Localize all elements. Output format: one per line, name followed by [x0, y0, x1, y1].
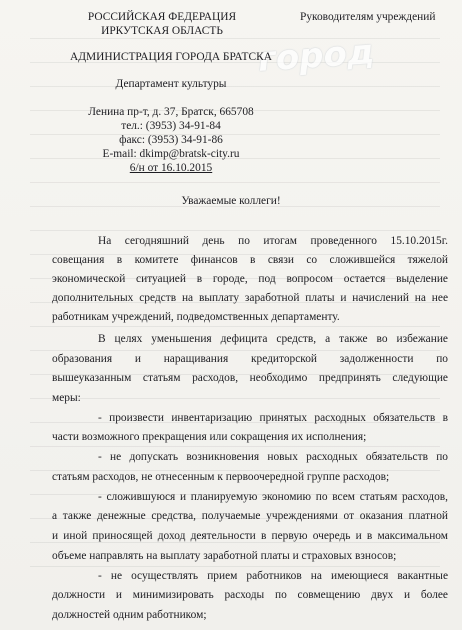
body-line: экономической ситуацией в городе, под вопросом остается выделение: [52, 272, 448, 285]
body-line: - не осуществлять прием работников на имеющиеся вакантные: [98, 569, 448, 582]
body-line: В целях уменьшения дефицита средств, а также во избежание: [98, 332, 448, 345]
body-line: - сложившуюся и планируемую экономию по всем статьям расходов,: [98, 490, 448, 503]
body-line: объеме направлять на выплату заработной платы и страховых взносов;: [52, 549, 397, 562]
country-name: РОССИЙСКАЯ ФЕДЕРАЦИЯ: [87, 11, 237, 23]
body-line: - не допускать возникновения новых расходных обязательств по: [98, 451, 448, 464]
administration-name: АДМИНИСТРАЦИЯ ГОРОДА БРАТСКА: [70, 51, 272, 63]
body-line: совещания в комитете финансов в связи со сложившейся тяжелой: [52, 253, 448, 266]
body-line: меры:: [52, 392, 81, 404]
body-line: работникам учреждений, подведомственных департаменту.: [52, 310, 340, 323]
phone: тел.: (3953) 34-91-84: [121, 120, 221, 132]
body-line: образования и наращивания кредиторской задолженности по: [52, 352, 448, 365]
body-line: а также денежные средства, получаемые учреждениями от оказания платной: [52, 510, 448, 523]
body-line: и иной приносящей доход деятельности в первую очередь и в максимальном: [52, 530, 448, 543]
body-line: должности и минимизировать расходы по совмещению двух и более: [52, 589, 448, 602]
site-watermark: город: [256, 31, 376, 81]
body-line: - произвести инвентаризацию принятых расходных обязательств в: [98, 411, 448, 424]
body-line: На сегодняшний день по итогам проведенного 15.10.2015г.: [98, 235, 448, 247]
fax: факс: (3953) 34-91-86: [119, 134, 223, 146]
salutation: Уважаемые коллеги!: [181, 195, 281, 207]
body-line: дополнительных средств на выплату заработной платы и начислений на нее: [52, 291, 448, 304]
address: Ленина пр-т, д. 37, Братск, 665708: [88, 106, 254, 118]
department-name: Департамент культуры: [115, 78, 227, 90]
body-line: статьям расходов, не отнесенным к первоочередной группе расходов;: [52, 470, 390, 483]
region-name: ИРКУТСКАЯ ОБЛАСТЬ: [101, 25, 223, 37]
body-line: должностей одним работником;: [52, 609, 207, 621]
email: E-mail: dkimp@bratsk-city.ru: [102, 148, 240, 160]
body-line: части возможного прекращения или сокращения их исполнения;: [52, 431, 367, 444]
recipient: Руководителям учреждений: [300, 11, 436, 23]
document-reference: 6/н от 16.10.2015: [129, 162, 213, 174]
body-line: вышеуказанным статьям расходов, необходимо предпринять следующие: [52, 372, 448, 385]
